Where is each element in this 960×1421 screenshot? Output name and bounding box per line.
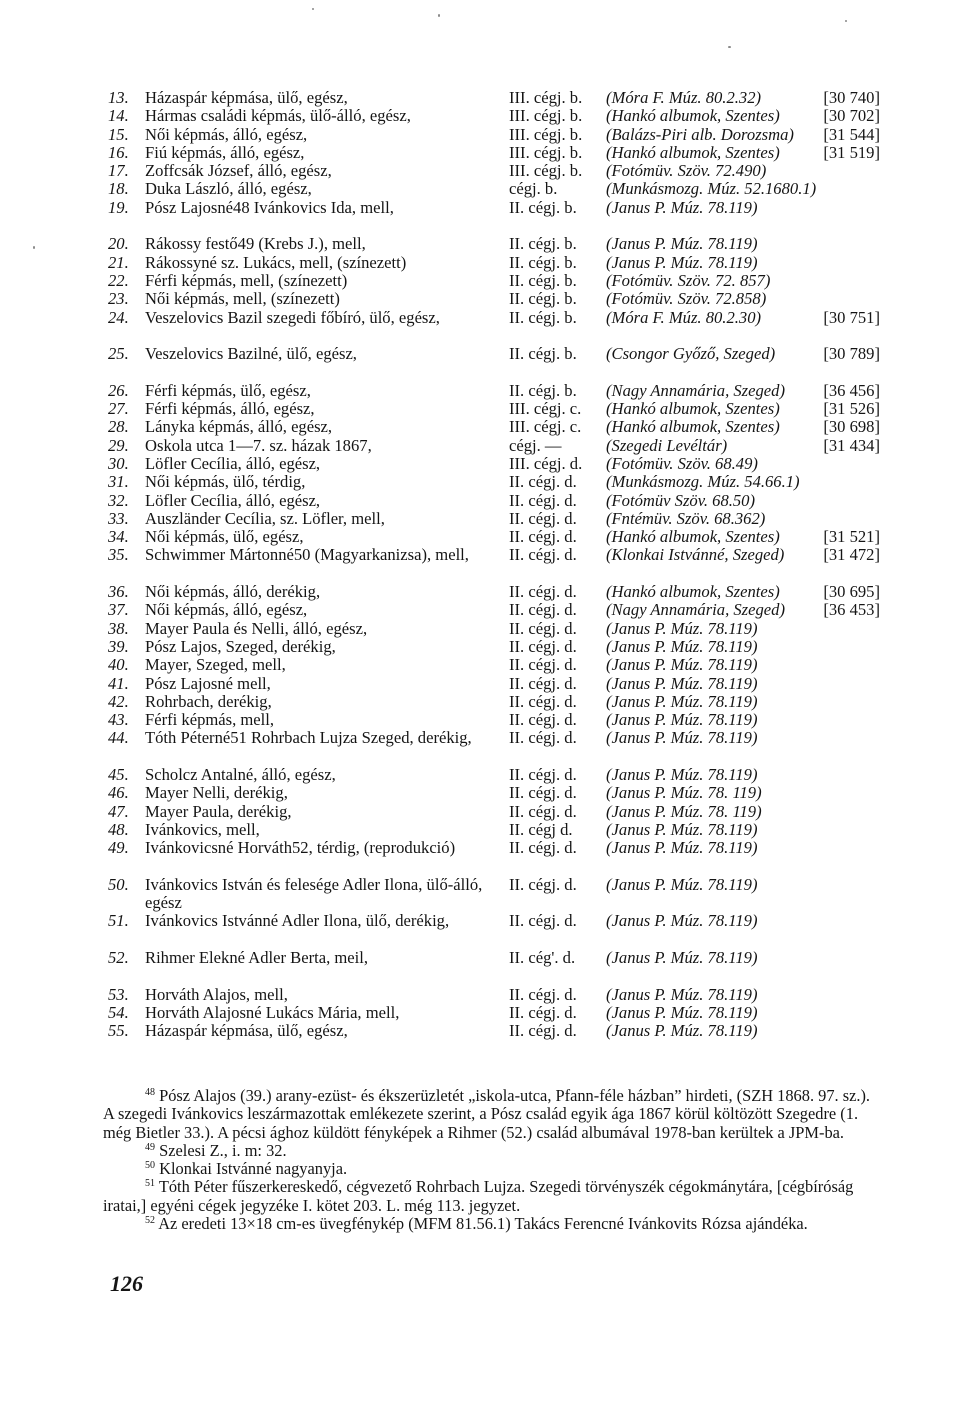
footnote-text: Az eredeti 13×18 cm-es üvegfénykép (MFM 81.56.1) Takács Ferencné Ivánkovits Rózsa ajándéka.: [158, 1214, 808, 1234]
catalog-entry: [0, 345, 960, 382]
entry-number: 28.: [108, 417, 129, 437]
entry-description: Mayer Paula, derékig,: [145, 801, 292, 821]
catalog-entry: [0, 620, 960, 638]
entry-number: 45.: [108, 764, 129, 784]
entry-category: II. cégj. b.: [509, 380, 577, 400]
entry-number: 53.: [108, 984, 129, 1004]
catalog-entry: [0, 784, 960, 802]
footnote-text: Pósz Alajos (39.) arany-ezüst- és ékszerüzletét „iskola-utca, Pfann-féle házban” hirdeti, (SZH 1868. 97. sz.). A szegedi Ivánkovics leszármazottak emlékezete szerint, a Pósz család egyik ága 1867 körül költözött Szegedre (1. még Bietler 33.). A pécsi ághoz küldött fényképek a Rihmer (52.) család albumával 1978-ban kerültek a JPM-ba.: [103, 1086, 871, 1142]
catalog-entry: [0, 126, 960, 144]
entry-source: (Janus P. Múz. 78.119): [606, 911, 758, 931]
entry-description: Löfler Cecília, álló, egész,: [145, 453, 321, 473]
catalog-entry: [0, 290, 960, 308]
catalog-entry: [0, 400, 960, 418]
entry-category: III. cégj. b.: [509, 88, 583, 107]
entry-description: Pósz Lajosné48 Ivánkovics Ida, mell,: [145, 197, 394, 217]
entry-description: Auszländer Cecília, sz. Löfler, mell,: [145, 508, 385, 528]
entry-number: 35.: [108, 545, 129, 565]
entry-number: 41.: [108, 673, 129, 693]
entry-description: Zoffcsák József, álló, egész,: [145, 161, 332, 181]
entry-number: 40.: [108, 655, 129, 675]
entry-category: II. cégj. d.: [509, 874, 577, 894]
entry-source: (Janus P. Múz. 78.119): [606, 234, 758, 254]
footnote: [103, 1215, 880, 1233]
entry-inventory: [36 453]: [823, 600, 880, 620]
entry-number: 33.: [108, 508, 129, 528]
catalog-entry: [0, 162, 960, 180]
entry-source: (Janus P. Múz. 78.119): [606, 764, 758, 784]
entry-description: Mayer, Szeged, mell,: [145, 655, 286, 675]
entry-description: Férfi képmás, álló, egész,: [145, 399, 315, 419]
entry-category: II. cégj. d.: [509, 527, 577, 547]
entry-source: (Hankó albumok, Szentes): [606, 417, 780, 437]
entry-source: (Szegedi Levéltár): [606, 435, 728, 455]
entry-source: (Janus P. Múz. 78.119): [606, 947, 758, 967]
entry-category: II. cégj. d.: [509, 783, 577, 803]
entry-description: Női képmás, ülő, térdig,: [145, 472, 306, 492]
entry-source: (Hankó albumok, Szentes): [606, 527, 780, 547]
entry-number: 48.: [108, 819, 129, 839]
entry-number: 46.: [108, 783, 129, 803]
entry-description: Rohrbach, derékig,: [145, 691, 272, 711]
entry-source: (Janus P. Múz. 78.119): [606, 728, 758, 748]
entry-number: 38.: [108, 618, 129, 638]
footnote-marker: 49: [145, 1141, 155, 1153]
catalog-entry: [0, 656, 960, 674]
catalog-entry: [0, 876, 960, 913]
catalog-entry: [0, 492, 960, 510]
entry-source: (Munkásmozg. Múz. 52.1680.1): [606, 179, 817, 199]
scan-speck: [312, 8, 314, 10]
entry-description: Veszelovics Bazilné, ülő, egész,: [145, 344, 357, 364]
entry-description: Fiú képmás, álló, egész,: [145, 142, 305, 162]
footnote-marker: 50: [145, 1160, 155, 1172]
footnote: [103, 1160, 880, 1178]
entry-category: III. cégj. b.: [509, 142, 583, 162]
entry-category: II. cégj. b.: [509, 344, 577, 364]
entry-source: (Janus P. Múz. 78.119): [606, 710, 758, 730]
catalog-entry-list: [0, 89, 960, 1040]
catalog-entry: [0, 986, 960, 1004]
catalog-entry: [0, 89, 960, 107]
entry-source: (Janus P. Múz. 78.119): [606, 838, 758, 858]
entry-source: (Janus P. Múz. 78. 119): [606, 801, 762, 821]
entry-inventory: [31 472]: [823, 545, 880, 565]
entry-number: 54.: [108, 1002, 129, 1022]
catalog-entry: [0, 528, 960, 546]
entry-category: II. cégj. d.: [509, 618, 577, 638]
entry-category: II. cégj. b.: [509, 234, 577, 254]
entry-number: 19.: [108, 197, 129, 217]
footnote-text: Szelesi Z., i. m: 32.: [159, 1140, 287, 1160]
entry-category: II. cégj. b.: [509, 197, 577, 217]
entry-number: 31.: [108, 472, 129, 492]
entry-category: III. cégj. c.: [509, 399, 582, 419]
catalog-entry: [0, 199, 960, 236]
entry-source: (Fotómüv. Szöv. 72.490): [606, 161, 767, 181]
entry-category: III. cégj. b.: [509, 106, 583, 126]
entry-description: Házaspár képmása, ülő, egész,: [145, 88, 348, 107]
entry-number: 34.: [108, 527, 129, 547]
entry-category: II. cégj. d.: [509, 545, 577, 565]
entry-source: (Hankó albumok, Szentes): [606, 106, 780, 126]
catalog-entry: [0, 254, 960, 272]
entry-inventory: [30 702]: [823, 106, 880, 126]
entry-inventory: [31 521]: [823, 527, 880, 547]
entry-description: Mayer Nelli, derékig,: [145, 783, 288, 803]
entry-number: 50.: [108, 874, 129, 894]
entry-source: (Janus P. Múz. 78.119): [606, 819, 758, 839]
entry-source: (Janus P. Múz. 78.119): [606, 874, 758, 894]
entry-number: 55.: [108, 1021, 129, 1041]
entry-category: II. cégj d.: [509, 819, 573, 839]
entry-source: (Janus P. Múz. 78.119): [606, 197, 758, 217]
entry-description: Női képmás, mell, (színezett): [145, 289, 340, 309]
entry-number: 23.: [108, 289, 129, 309]
footnote: [103, 1142, 880, 1160]
entry-description: Löfler Cecília, álló, egész,: [145, 490, 321, 510]
entry-description: Duka László, álló, egész,: [145, 179, 312, 199]
catalog-entry: [0, 675, 960, 693]
entry-number: 13.: [108, 88, 129, 107]
entry-source: (Janus P. Múz. 78.119): [606, 691, 758, 711]
entry-description: Női képmás, álló, egész,: [145, 124, 308, 144]
footnote-marker: 48: [145, 1087, 155, 1098]
entry-number: 42.: [108, 691, 129, 711]
entry-description: Oskola utca 1—7. sz. házak 1867,: [145, 435, 372, 455]
entry-source: (Fotómüv. Szöv. 68.49): [606, 453, 758, 473]
entry-source: (Hankó albumok, Szentes): [606, 582, 780, 602]
entry-description: Férfi képmás, ülő, egész,: [145, 380, 311, 400]
entry-number: 49.: [108, 838, 129, 858]
entry-category: II. cégj. d.: [509, 984, 577, 1004]
entry-category: II. cégj. d.: [509, 911, 577, 931]
catalog-entry: [0, 912, 960, 949]
catalog-entry: [0, 949, 960, 986]
entry-category: II. cégj. b.: [509, 252, 577, 272]
entry-description: Rihmer Elekné Adler Berta, meil,: [145, 947, 369, 967]
entry-description: Rákossyné sz. Lukács, mell, (színezett): [145, 252, 407, 272]
catalog-entry: [0, 693, 960, 711]
catalog-entry: [0, 455, 960, 473]
entry-description: Rákossy festő49 (Krebs J.), mell,: [145, 234, 366, 254]
entry-number: 51.: [108, 911, 129, 931]
entry-source: (Janus P. Múz. 78.119): [606, 618, 758, 638]
entry-source: (Janus P. Múz. 78.119): [606, 636, 758, 656]
entry-source: (Nagy Annamária, Szeged): [606, 380, 785, 400]
entry-description: Férfi képmás, mell,: [145, 710, 275, 730]
entry-number: 18.: [108, 179, 129, 199]
entry-description: Házaspár képmása, ülő, egész,: [145, 1021, 348, 1041]
entry-category: III. cégj. b.: [509, 161, 583, 181]
entry-source: (Janus P. Múz. 78.119): [606, 655, 758, 675]
entry-source: (Klonkai Istvánné, Szeged): [606, 545, 785, 565]
entry-description: Horváth Alajosné Lukács Mária, mell,: [145, 1002, 400, 1022]
entry-category: cégj. —: [509, 435, 562, 455]
footnote-text: Tóth Péter fűszerkereskedő, cégvezető Rohrbach Lujza. Szegedi törvényszék cégokmánytára, [cégbíróság iratai,] egyéni cégek jegyzéke I. kötet 203. L. még 113. jegyzet.: [103, 1177, 854, 1215]
entry-number: 27.: [108, 399, 129, 419]
catalog-entry: [0, 729, 960, 766]
entry-category: II. cégj. d.: [509, 728, 577, 748]
entry-inventory: [31 519]: [823, 142, 880, 162]
entry-source: (Fotómüv Szöv. 68.50): [606, 490, 756, 510]
entry-category: II. cégj. d.: [509, 490, 577, 510]
entry-category: II. cégj. d.: [509, 691, 577, 711]
entry-category: II. cégj. d.: [509, 600, 577, 620]
entry-source: (Janus P. Múz. 78. 119): [606, 783, 762, 803]
catalog-entry: [0, 180, 960, 198]
footnotes: [103, 1087, 880, 1233]
entry-category: III. cégj. b.: [509, 124, 583, 144]
entry-description: Férfi képmás, mell, (színezett): [145, 270, 348, 290]
entry-number: 36.: [108, 582, 129, 602]
entry-number: 24.: [108, 307, 129, 327]
entry-description: Női képmás, ülő, egész,: [145, 527, 304, 547]
entry-description: Ivánkovicsné Horváth52, térdig, (reprodukció): [145, 838, 456, 858]
entry-description: Scholcz Antalné, álló, egész,: [145, 764, 336, 784]
entry-number: 14.: [108, 106, 129, 126]
entry-number: 16.: [108, 142, 129, 162]
entry-description: Női képmás, álló, egész,: [145, 600, 308, 620]
entry-number: 52.: [108, 947, 129, 967]
entry-description: Pósz Lajosné mell,: [145, 673, 271, 693]
entry-source: (Fotómüv. Szöv. 72. 857): [606, 270, 771, 290]
entry-number: 30.: [108, 453, 129, 473]
entry-description: Hármas családi képmás, ülő-álló, egész,: [145, 106, 411, 126]
entry-description: Ivánkovics István és felesége Adler Ilona, ülő-álló, egész: [145, 874, 483, 913]
entry-category: II. cégj. b.: [509, 289, 577, 309]
entry-source: (Móra F. Múz. 80.2.30): [606, 307, 762, 327]
entry-source: (Janus P. Múz. 78.119): [606, 984, 758, 1004]
entry-inventory: [30 695]: [823, 582, 880, 602]
entry-description: Ivánkovics, mell,: [145, 819, 260, 839]
catalog-entry: [0, 418, 960, 436]
entry-inventory: [30 751]: [823, 307, 880, 327]
entry-source: (Janus P. Múz. 78.119): [606, 673, 758, 693]
entry-source: (Nagy Annamária, Szeged): [606, 600, 785, 620]
entry-category: II. cégj. d.: [509, 838, 577, 858]
entry-description: Ivánkovics Istvánné Adler Ilona, ülő, derékig,: [145, 911, 450, 931]
entry-number: 47.: [108, 801, 129, 821]
entry-category: II. cégj. d.: [509, 801, 577, 821]
entry-description: Női képmás, álló, derékig,: [145, 582, 321, 602]
entry-source: (Hankó albumok, Szentes): [606, 142, 780, 162]
entry-source: (Balázs-Piri alb. Dorozsma): [606, 124, 794, 144]
entry-category: II. cégj. d.: [509, 1002, 577, 1022]
entry-category: II. cég'. d.: [509, 947, 576, 967]
catalog-entry: [0, 546, 960, 583]
entry-source: (Fotómüv. Szöv. 72.858): [606, 289, 767, 309]
footnote-marker: 51: [145, 1178, 155, 1190]
catalog-entry: [0, 309, 960, 346]
entry-source: (Fntémüv. Szöv. 68.362): [606, 508, 766, 528]
footnote: [103, 1087, 880, 1142]
entry-number: 25.: [108, 344, 129, 364]
catalog-entry: [0, 107, 960, 125]
entry-category: II. cégj. d.: [509, 1021, 577, 1041]
catalog-entry: [0, 638, 960, 656]
scan-speck: [728, 46, 731, 48]
entry-inventory: [31 526]: [823, 399, 880, 419]
entry-category: II. cégj. b.: [509, 307, 577, 327]
entry-inventory: [30 698]: [823, 417, 880, 437]
entry-source: (Hankó albumok, Szentes): [606, 399, 780, 419]
entry-number: 43.: [108, 710, 129, 730]
entry-number: 37.: [108, 600, 129, 620]
entry-number: 21.: [108, 252, 129, 272]
entry-source: (Janus P. Múz. 78.119): [606, 1021, 758, 1041]
entry-description: Schwimmer Mártonné50 (Magyarkanizsa), mell,: [145, 545, 469, 565]
page-number: 126: [110, 1271, 143, 1296]
entry-description: Horváth Alajos, mell,: [145, 984, 288, 1004]
scan-speck: [845, 20, 847, 22]
entry-category: III. cégj. c.: [509, 417, 582, 437]
catalog-entry: [0, 803, 960, 821]
catalog-entry: [0, 601, 960, 619]
entry-category: II. cégj. d.: [509, 472, 577, 492]
entry-category: II. cégj. b.: [509, 270, 577, 290]
catalog-entry: [0, 711, 960, 729]
entry-description: Tóth Péterné51 Rohrbach Lujza Szeged, derékig,: [145, 728, 472, 748]
footnote: [103, 1178, 880, 1215]
entry-source: (Janus P. Múz. 78.119): [606, 1002, 758, 1022]
entry-inventory: [30 789]: [823, 344, 880, 364]
entry-source: (Munkásmozg. Múz. 54.66.1): [606, 472, 800, 492]
entry-inventory: [31 434]: [823, 435, 880, 455]
entry-description: Veszelovics Bazil szegedi főbíró, ülő, egész,: [145, 307, 440, 327]
entry-description: Pósz Lajos, Szeged, derékig,: [145, 636, 336, 656]
catalog-entry: [0, 272, 960, 290]
entry-inventory: [30 740]: [823, 88, 880, 107]
entry-category: II. cégj. d.: [509, 710, 577, 730]
entry-category: II. cégj. d.: [509, 764, 577, 784]
entry-source: (Janus P. Múz. 78.119): [606, 252, 758, 272]
entry-source: (Móra F. Múz. 80.2.32): [606, 88, 762, 107]
entry-number: 32.: [108, 490, 129, 510]
entry-description: Mayer Paula és Nelli, álló, egész,: [145, 618, 368, 638]
entry-number: 29.: [108, 435, 129, 455]
entry-category: II. cégj. d.: [509, 636, 577, 656]
entry-description: Lányka képmás, álló, egész,: [145, 417, 333, 437]
entry-number: 22.: [108, 270, 129, 290]
entry-source: (Csongor Győző, Szeged): [606, 344, 776, 364]
entry-category: cégj. b.: [509, 179, 558, 199]
catalog-entry: [0, 382, 960, 400]
entry-category: II. cégj. d.: [509, 655, 577, 675]
entry-number: 39.: [108, 636, 129, 656]
entry-category: II. cégj. d.: [509, 582, 577, 602]
entry-category: II. cégj. d.: [509, 673, 577, 693]
catalog-entry: [0, 1022, 960, 1040]
catalog-entry: [0, 235, 960, 253]
footnote-marker: 52: [145, 1215, 155, 1227]
entry-category: III. cégj. d.: [509, 453, 583, 473]
catalog-entry: [0, 821, 960, 839]
catalog-entry: [0, 144, 960, 162]
catalog-entry: [0, 437, 960, 455]
catalog-entry: [0, 510, 960, 528]
entry-number: 26.: [108, 380, 129, 400]
entry-inventory: [31 544]: [823, 124, 880, 144]
footnote-text: Klonkai Istvánné nagyanyja.: [159, 1159, 348, 1179]
catalog-entry: [0, 839, 960, 876]
catalog-entry: [0, 583, 960, 601]
entry-inventory: [36 456]: [823, 380, 880, 400]
entry-number: 17.: [108, 161, 129, 181]
catalog-entry: [0, 1004, 960, 1022]
catalog-entry: [0, 766, 960, 784]
entry-number: 44.: [108, 728, 129, 748]
entry-category: II. cégj. d.: [509, 508, 577, 528]
catalog-entry: [0, 473, 960, 491]
entry-number: 15.: [108, 124, 129, 144]
scan-speck: [438, 14, 440, 17]
entry-number: 20.: [108, 234, 129, 254]
